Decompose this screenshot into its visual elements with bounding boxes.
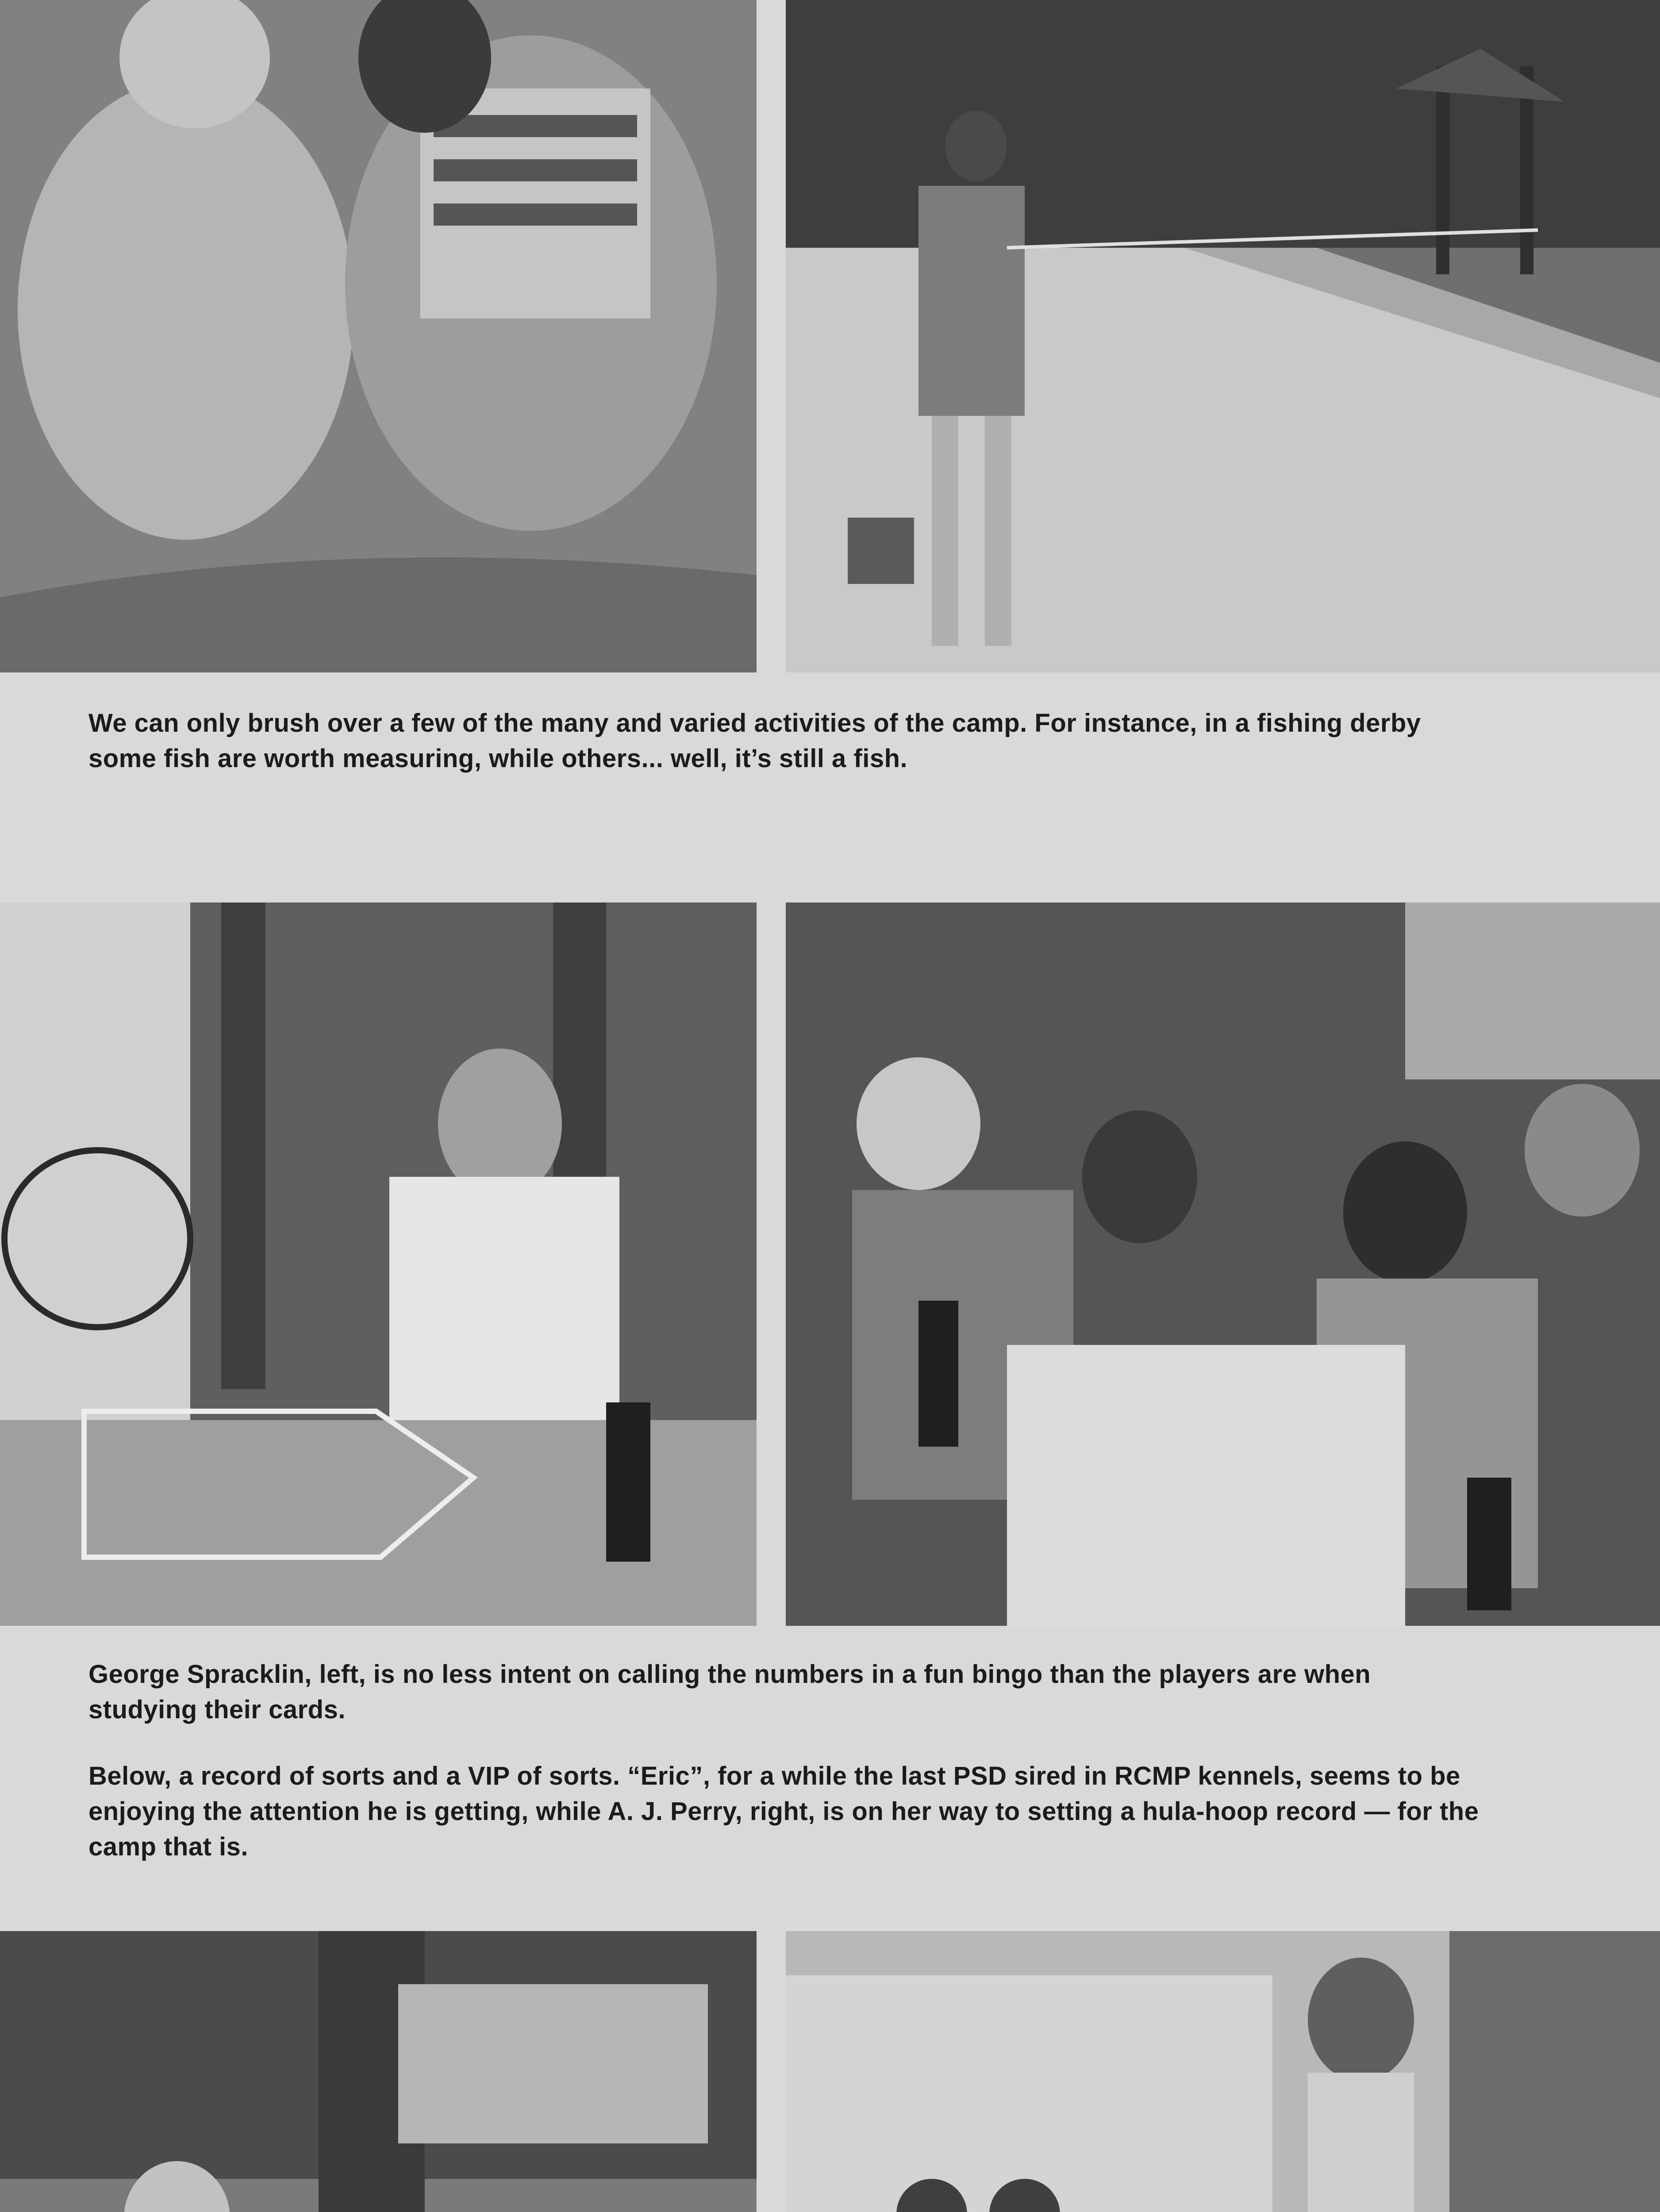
photo-bingo-caller [0, 902, 757, 1626]
photo-bingo-players [786, 902, 1660, 1626]
photo-fishing-boy [786, 0, 1660, 672]
caption-bingo-block [88, 1657, 1482, 1896]
photo-hula-hoop [786, 1931, 1660, 2212]
caption-records-text: Below, a record of sorts and a VIP of sorts. “Eric”, for a while the last PSD sired in RCMP kennels, seems to be enjoying the attention he is getting, while A. J. Perry, right, is on her way to setting a hula-hoop record — for the camp that is. [88, 1762, 1479, 1861]
caption-fishing [88, 706, 1482, 807]
photo-girl-with-dog [0, 1931, 757, 2212]
photo-measuring-fish [0, 0, 757, 672]
caption-fishing-text: We can only brush over a few of the many and varied activities of the camp. For instance, in a fishing derby some fish are worth measuring, while others... well, it’s still a fish. [88, 709, 1421, 773]
caption-bingo-text: George Spracklin, left, is no less intent on calling the numbers in a fun bingo than the players are when studying their cards. [88, 1660, 1371, 1724]
